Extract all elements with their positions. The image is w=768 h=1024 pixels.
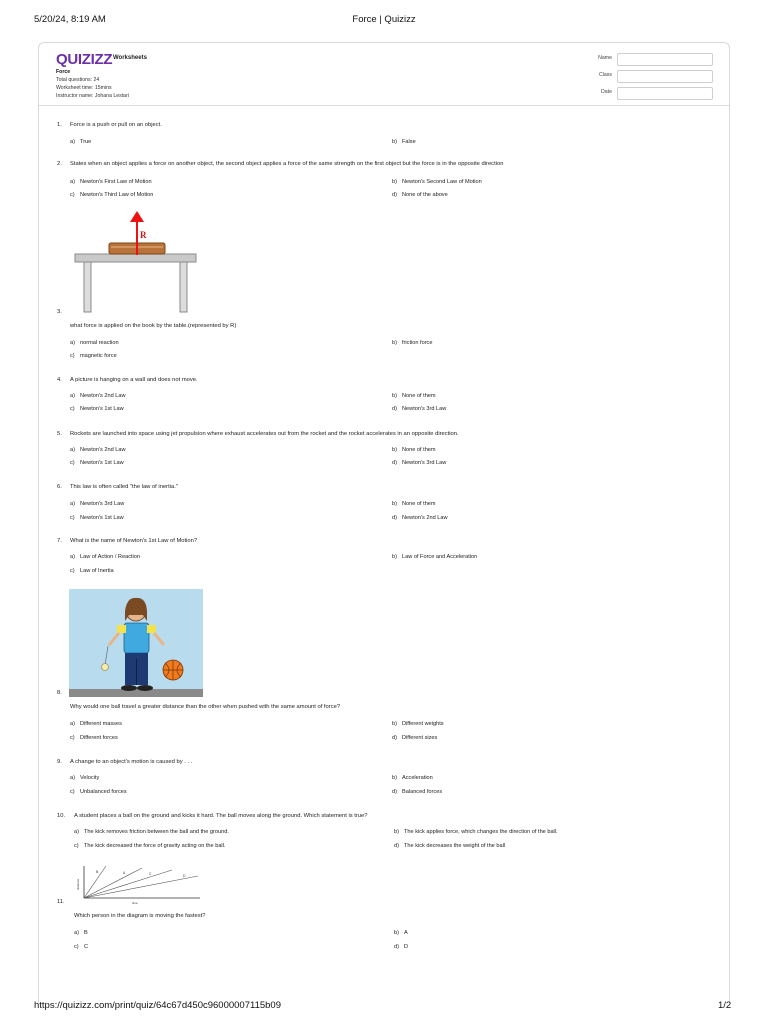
option-text: Newton's 2nd Law — [80, 447, 126, 453]
shoe — [121, 685, 137, 691]
option-letter: b) — [392, 393, 397, 399]
force-arrow-head — [130, 211, 144, 222]
option-letter: c) — [70, 353, 75, 359]
option-c[interactable] — [70, 353, 117, 359]
option-text: None of the above — [402, 192, 448, 198]
option-a[interactable] — [70, 554, 140, 560]
option-letter: b) — [392, 554, 397, 560]
option-c[interactable] — [70, 460, 124, 466]
option-b[interactable] — [392, 721, 444, 727]
option-a[interactable] — [70, 721, 122, 727]
option-text: Newton's Third Law of Motion — [80, 192, 154, 198]
graph-label-c: C — [149, 872, 152, 876]
question-number: 9. — [57, 759, 62, 765]
option-letter: b) — [392, 179, 397, 185]
table-leg — [84, 262, 91, 312]
option-d[interactable] — [392, 460, 446, 466]
question-number: 6. — [57, 484, 62, 490]
option-c[interactable] — [70, 789, 127, 795]
graph-line-c — [84, 870, 172, 898]
option-d[interactable] — [394, 843, 505, 849]
option-text: The kick removes friction between the ball and the ground. — [84, 829, 229, 835]
option-text: Different masses — [80, 721, 122, 727]
option-text: Different weights — [402, 721, 444, 727]
option-text: None of them — [402, 393, 436, 399]
option-b[interactable] — [392, 139, 416, 145]
instructor-name: Instructor name: Johana Lestari — [56, 93, 129, 99]
question-text: Force is a push or pull on an object. — [70, 122, 162, 128]
option-letter: a) — [70, 554, 75, 560]
option-b[interactable] — [392, 447, 436, 453]
force-label-r: R — [140, 230, 147, 240]
graph-label-d: D — [183, 874, 186, 878]
option-text: Newton's 2nd Law — [80, 393, 126, 399]
option-text: False — [402, 139, 416, 145]
question-text: what force is applied on the book by the table.(represented by R) — [70, 323, 237, 329]
sleeve — [147, 625, 156, 633]
option-text: Acceleration — [402, 775, 433, 781]
option-letter: a) — [70, 721, 75, 727]
option-a[interactable] — [74, 829, 229, 835]
class-field[interactable] — [617, 70, 713, 83]
option-text: None of them — [402, 447, 436, 453]
option-c[interactable] — [70, 515, 124, 521]
question-text: Which person in the diagram is moving the fastest? — [74, 913, 206, 919]
option-c[interactable] — [70, 406, 124, 412]
option-a[interactable] — [70, 393, 126, 399]
quizizz-logo: QUIZIZZ — [56, 51, 113, 68]
worksheet — [38, 42, 730, 1003]
option-text: The kick applies force, which changes the direction of the ball. — [404, 829, 558, 835]
option-text: C — [84, 944, 89, 950]
option-text: True — [80, 139, 92, 145]
sleeve — [117, 625, 126, 633]
option-a[interactable] — [70, 340, 119, 346]
option-letter: b) — [392, 721, 397, 727]
option-a[interactable] — [70, 179, 152, 185]
option-letter: c) — [70, 789, 75, 795]
print-datetime: 5/20/24, 8:19 AM — [34, 14, 106, 25]
option-letter: a) — [70, 775, 75, 781]
option-b[interactable] — [394, 930, 408, 936]
option-d[interactable] — [392, 789, 442, 795]
option-c[interactable] — [70, 192, 153, 198]
option-letter: b) — [392, 340, 397, 346]
question-number: 7. — [57, 538, 62, 544]
option-letter: a) — [70, 393, 75, 399]
name-label: Name — [598, 55, 612, 61]
question-text: Rockets are launched into space using jet propulsion where exhaust accelerates out from the rocket and the rocket accelerates in an opposite direction. — [70, 431, 459, 437]
option-letter: c) — [70, 406, 75, 412]
question-number: 11. — [57, 899, 65, 905]
option-text: Newton's Second Law of Motion — [402, 179, 482, 185]
option-letter: b) — [392, 447, 397, 453]
table-top — [75, 254, 196, 262]
option-text: normal reaction — [80, 340, 119, 346]
shoe — [137, 685, 153, 691]
option-letter: d) — [392, 789, 397, 795]
option-letter: b) — [394, 930, 399, 936]
option-text: A — [404, 930, 408, 936]
option-letter: c) — [74, 843, 79, 849]
shirt — [124, 623, 149, 653]
option-a[interactable] — [70, 501, 124, 507]
option-letter: a) — [74, 930, 79, 936]
option-b[interactable] — [392, 501, 436, 507]
option-letter: a) — [70, 501, 75, 507]
option-b[interactable] — [392, 554, 477, 560]
option-d[interactable] — [392, 406, 446, 412]
option-b[interactable] — [392, 393, 436, 399]
option-text: None of them — [402, 501, 436, 507]
question-number: 10. — [57, 813, 66, 819]
option-letter: d) — [392, 460, 397, 466]
graph-line-a — [84, 868, 142, 898]
option-letter: c) — [70, 568, 75, 574]
question-text: This law is often called "the law of inertia." — [70, 484, 178, 490]
option-c[interactable] — [70, 735, 118, 741]
question-number: 3. — [57, 309, 62, 315]
option-letter: d) — [394, 944, 399, 950]
logo-subtitle: Worksheets — [113, 55, 147, 61]
option-letter: d) — [392, 406, 397, 412]
option-c[interactable] — [74, 843, 225, 849]
print-url[interactable]: https://quizizz.com/print/quiz/64c67d450c96000007115b09 — [34, 1000, 281, 1011]
option-b[interactable] — [392, 340, 432, 346]
option-letter: c) — [70, 460, 75, 466]
option-d[interactable] — [392, 515, 448, 521]
print-title: Force | Quizizz — [352, 14, 416, 25]
option-text: Different sizes — [402, 735, 438, 741]
option-text: friction force — [402, 340, 433, 346]
option-letter: d) — [392, 192, 397, 198]
question-number: 5. — [57, 431, 62, 437]
option-b[interactable] — [392, 179, 482, 185]
name-field[interactable] — [617, 53, 713, 66]
option-d[interactable] — [394, 944, 408, 950]
option-a[interactable] — [70, 447, 126, 453]
option-text: Different forces — [80, 735, 118, 741]
option-text: magnetic force — [80, 353, 117, 359]
date-field[interactable] — [617, 87, 713, 100]
graph-x-label: time — [132, 901, 138, 905]
table-leg — [180, 262, 187, 312]
option-letter: d) — [394, 843, 399, 849]
graph-label-b: B — [96, 870, 99, 874]
option-d[interactable] — [392, 192, 448, 198]
question-text: A change to an object's motion is caused by . . . — [70, 759, 193, 765]
option-a[interactable] — [70, 139, 91, 145]
option-c[interactable] — [74, 944, 88, 950]
graph-line-d — [84, 876, 198, 898]
option-text: Newton's 1st Law — [80, 406, 124, 412]
option-letter: a) — [70, 340, 75, 346]
distance-time-graph — [72, 862, 202, 906]
option-text: Law of Force and Acceleration — [402, 554, 478, 560]
date-label: Date — [601, 89, 612, 95]
question-number: 1. — [57, 122, 62, 128]
question-number: 4. — [57, 377, 62, 383]
option-text: The kick decreased the force of gravity acting on the ball. — [84, 843, 226, 849]
question-text: States when an object applies a force on another object, the second object applies a force of the same strength on the first object but the force is in the opposite direction — [70, 161, 504, 167]
option-text: B — [84, 930, 88, 936]
option-letter: b) — [392, 501, 397, 507]
option-text: Newton's 1st Law — [80, 515, 124, 521]
question-text: What is the name of Newton's 1st Law of Motion? — [70, 538, 198, 544]
worksheet-time: Worksheet time: 15mins — [56, 85, 112, 91]
option-a[interactable] — [74, 930, 88, 936]
option-letter: b) — [392, 139, 397, 145]
option-text: Law of Action / Reaction — [80, 554, 141, 560]
option-text: Newton's 1st Law — [80, 460, 124, 466]
option-letter: b) — [392, 775, 397, 781]
option-text: Newton's 3rd Law — [402, 460, 447, 466]
option-text: D — [404, 944, 409, 950]
option-letter: c) — [74, 944, 79, 950]
question-number: 2. — [57, 161, 62, 167]
class-label: Class — [599, 72, 612, 78]
option-letter: a) — [70, 179, 75, 185]
option-letter: b) — [394, 829, 399, 835]
option-a[interactable] — [70, 775, 99, 781]
option-text: Unbalanced forces — [80, 789, 127, 795]
graph-line-b — [84, 866, 106, 898]
print-page-number: 1/2 — [718, 1000, 732, 1011]
option-d[interactable] — [392, 735, 437, 741]
yoyo — [102, 664, 109, 671]
option-text: Newton's 3rd Law — [402, 406, 447, 412]
option-b[interactable] — [392, 775, 433, 781]
option-text: Law of Inertia — [80, 568, 114, 574]
option-letter: a) — [74, 829, 79, 835]
girl-with-balls-figure — [69, 589, 203, 697]
option-letter: c) — [70, 192, 75, 198]
option-letter: a) — [70, 139, 75, 145]
option-letter: d) — [392, 735, 397, 741]
ground — [69, 689, 203, 697]
option-letter: d) — [392, 515, 397, 521]
question-number: 8. — [57, 690, 62, 696]
option-text: Newton's 2nd Law — [402, 515, 448, 521]
option-letter: c) — [70, 735, 75, 741]
option-letter: a) — [70, 447, 75, 453]
option-b[interactable] — [394, 829, 558, 835]
option-text: The kick decreases the weight of the ball — [404, 843, 506, 849]
graph-label-a: A — [123, 871, 126, 875]
option-text: Balanced forces — [402, 789, 443, 795]
worksheet-title: Force — [56, 69, 71, 75]
option-text: Newton's 3rd Law — [80, 501, 125, 507]
option-c[interactable] — [70, 568, 114, 574]
question-text: A student places a ball on the ground and kicks it hard. The ball moves along the ground. Which statement is true? — [74, 813, 368, 819]
total-questions: Total questions: 24 — [56, 77, 100, 83]
option-letter: c) — [70, 515, 75, 521]
question-text: A picture is hanging on a wall and does not move. — [70, 377, 198, 383]
question-text: Why would one ball travel a greater distance than the other when pushed with the same amount of force? — [70, 704, 341, 710]
book-on-table-figure — [70, 205, 205, 315]
worksheet-header — [39, 43, 729, 106]
option-text: Velocity — [80, 775, 100, 781]
graph-y-label: distance — [76, 878, 80, 890]
option-text: Newton's First Law of Motion — [80, 179, 152, 185]
